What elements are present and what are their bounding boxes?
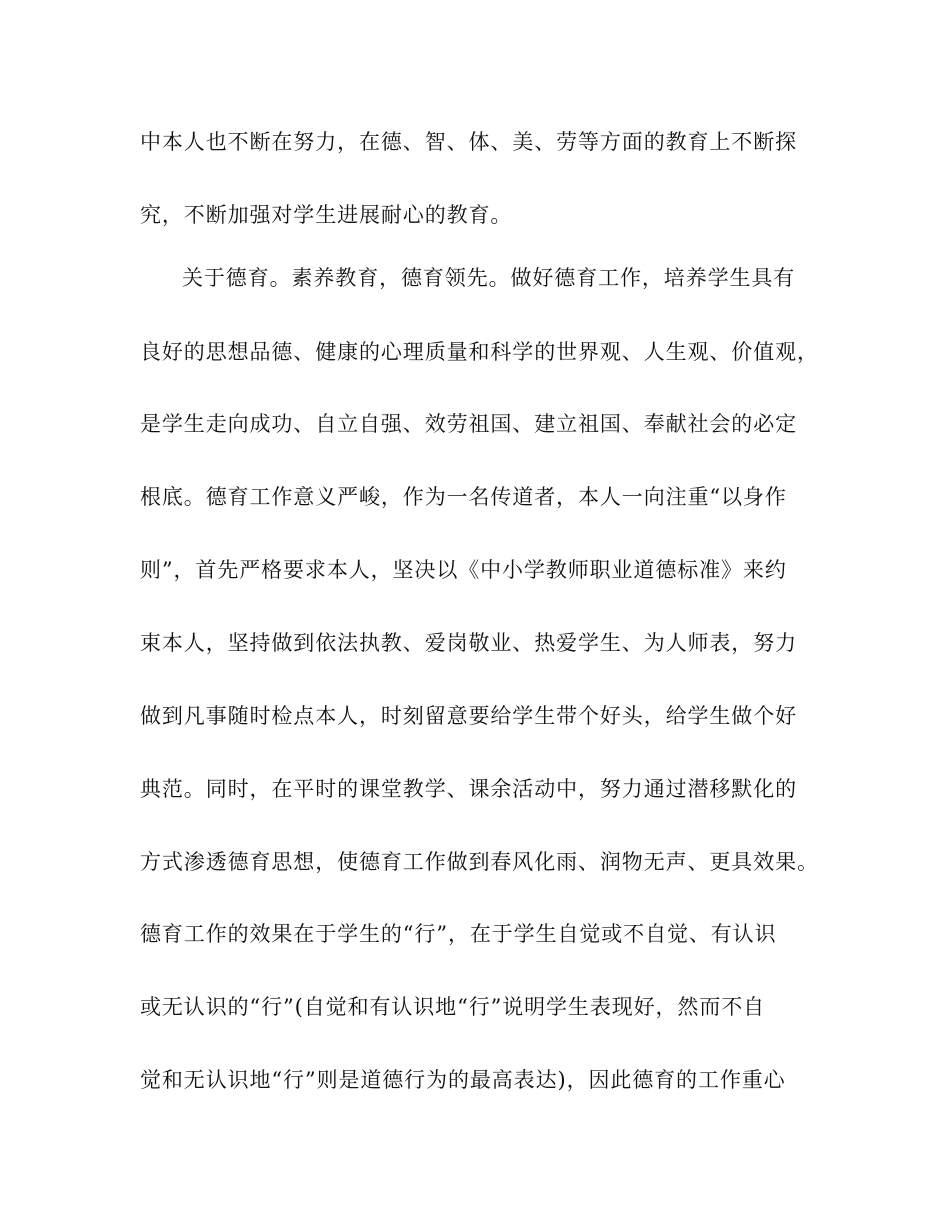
text-line: 究，不断加强对学生进展耐心的教育。 — [140, 203, 513, 227]
text-line: 觉和无认识地“行”则是道德行为的最高表达)，因此德育的工作重心 — [140, 1068, 786, 1092]
text-line: 良好的思想品德、健康的心理质量和科学的世界观、人生观、价值观， — [140, 340, 819, 364]
text-line: 德育工作的效果在于学生的“行”，在于学生自觉或不自觉、有认识 — [140, 922, 777, 946]
text-line: 是学生走向成功、自立自强、效劳祖国、建立祖国、奉献社会的必定 — [140, 412, 797, 436]
text-line: 根底。德育工作意义严峻，作为一名传道者，本人一向注重“以身作 — [140, 485, 787, 509]
text-line: 典范。同时，在平时的课堂教学、课余活动中，努力通过潜移默化的 — [140, 777, 797, 801]
text-line: 中本人也不断在努力，在德、智、体、美、劳等方面的教育上不断探 — [140, 130, 797, 154]
text-line: 方式渗透德育思想，使德育工作做到春风化雨、润物无声、更具效果。 — [140, 850, 819, 874]
text-line: 则”，首先严格要求本人，坚决以《中小学教师职业道德标准》来约 — [140, 558, 787, 582]
text-line: 或无认识的“行”(自觉和有认识地“行”说明学生表现好，然而不自 — [140, 995, 766, 1019]
text-line: 做到凡事随时检点本人，时刻留意要给学生带个好头，给学生做个好 — [140, 704, 797, 728]
text-line: 束本人，坚持做到依法执教、爱岗敬业、热爱学生、为人师表，努力 — [140, 631, 797, 655]
paragraph-start-line: 关于德育。素养教育，德育领先。做好德育工作，培养学生具有 — [182, 266, 796, 290]
